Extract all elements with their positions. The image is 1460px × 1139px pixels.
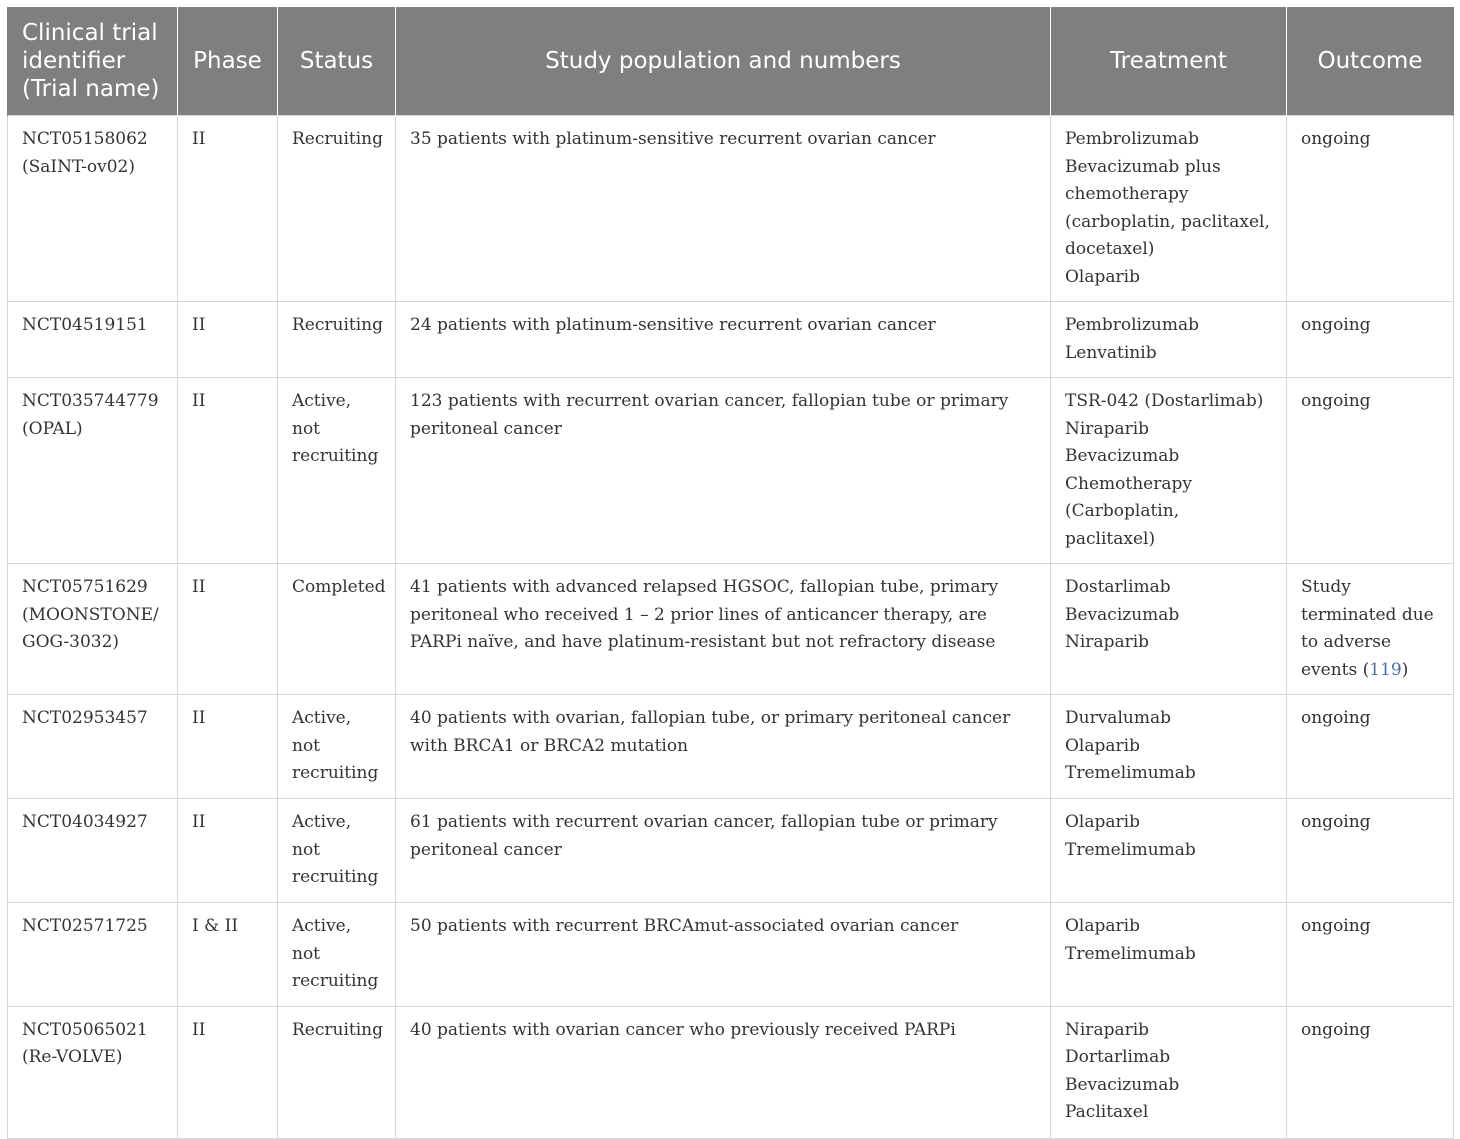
cell-outcome: ongoing: [1287, 378, 1454, 564]
cell-population: 61 patients with recurrent ovarian cancer, fallopian tube or primary peritoneal cancer: [396, 799, 1051, 903]
header-status: Status: [278, 7, 396, 116]
cell-outcome: ongoing: [1287, 1006, 1454, 1138]
cell-status: Recruiting: [278, 1006, 396, 1138]
cell-outcome: ongoing: [1287, 302, 1454, 378]
table-row: [8, 564, 1454, 695]
cell-identifier: NCT02571725: [8, 903, 178, 1007]
outcome-text-end: ): [1401, 659, 1409, 680]
cell-phase: II: [178, 799, 278, 903]
cell-treatment: Pembrolizumab Bevacizumab plus chemotherapy (carboplatin, paclitaxel, docetaxel) Olaparib: [1051, 116, 1287, 302]
header-phase: Phase: [178, 7, 278, 116]
table-row: [8, 695, 1454, 799]
header-outcome: Outcome: [1287, 7, 1454, 116]
cell-identifier: NCT05751629 (MOONSTONE/ GOG-3032): [8, 564, 178, 695]
table-row: [8, 302, 1454, 378]
cell-status: Active, not recruiting: [278, 799, 396, 903]
cell-phase: II: [178, 1006, 278, 1138]
cell-treatment: Pembrolizumab Lenvatinib: [1051, 302, 1287, 378]
cell-identifier: NCT02953457: [8, 695, 178, 799]
cell-population: 40 patients with ovarian cancer who previously received PARPi: [396, 1006, 1051, 1138]
table-row: [8, 903, 1454, 1007]
cell-status: Recruiting: [278, 302, 396, 378]
cell-phase: II: [178, 564, 278, 695]
cell-identifier: NCT035744779 (OPAL): [8, 378, 178, 564]
header-population: Study population and numbers: [396, 7, 1051, 116]
cell-population: 35 patients with platinum-sensitive recurrent ovarian cancer: [396, 116, 1051, 302]
table-row: [8, 116, 1454, 302]
cell-outcome: ongoing: [1287, 695, 1454, 799]
table-row: [8, 1006, 1454, 1138]
cell-population: 50 patients with recurrent BRCAmut-associated ovarian cancer: [396, 903, 1051, 1007]
cell-status: Active, not recruiting: [278, 378, 396, 564]
cell-outcome: ongoing: [1287, 903, 1454, 1007]
cell-outcome: ongoing: [1287, 799, 1454, 903]
cell-treatment: Niraparib Dortarlimab Bevacizumab Paclitaxel: [1051, 1006, 1287, 1138]
cell-population: 41 patients with advanced relapsed HGSOC, fallopian tube, primary peritoneal who received 1 – 2 prior lines of anticancer therapy, are PARPi naïve, and have platinum-resistant but not refractory disease: [396, 564, 1051, 695]
header-treatment: Treatment: [1051, 7, 1287, 116]
cell-population: 123 patients with recurrent ovarian cancer, fallopian tube or primary peritoneal cancer: [396, 378, 1051, 564]
cell-status: Recruiting: [278, 116, 396, 302]
cell-status: Active, not recruiting: [278, 903, 396, 1007]
cell-population: 40 patients with ovarian, fallopian tube, or primary peritoneal cancer with BRCA1 or BRCA2 mutation: [396, 695, 1051, 799]
cell-phase: II: [178, 116, 278, 302]
cell-phase: II: [178, 378, 278, 564]
header-identifier: Clinical trial identifier (Trial name): [8, 7, 178, 116]
cell-population: 24 patients with platinum-sensitive recurrent ovarian cancer: [396, 302, 1051, 378]
cell-identifier: NCT04519151: [8, 302, 178, 378]
cell-phase: II: [178, 695, 278, 799]
cell-treatment: Olaparib Tremelimumab: [1051, 903, 1287, 1007]
cell-phase: II: [178, 302, 278, 378]
table-row: [8, 378, 1454, 564]
reference-link[interactable]: 119: [1369, 659, 1402, 680]
cell-outcome: ongoing: [1287, 116, 1454, 302]
clinical-trials-table: [7, 7, 1454, 1139]
cell-outcome: [1287, 564, 1454, 695]
outcome-text: Study terminated due to adverse events (: [1301, 577, 1434, 680]
cell-identifier: NCT05065021 (Re-VOLVE): [8, 1006, 178, 1138]
cell-status: Completed: [278, 564, 396, 695]
cell-status: Active, not recruiting: [278, 695, 396, 799]
cell-treatment: Olaparib Tremelimumab: [1051, 799, 1287, 903]
cell-identifier: NCT04034927: [8, 799, 178, 903]
cell-treatment: Dostarlimab Bevacizumab Niraparib: [1051, 564, 1287, 695]
cell-phase: I & II: [178, 903, 278, 1007]
cell-treatment: TSR-042 (Dostarlimab) Niraparib Bevacizumab Chemotherapy (Carboplatin, paclitaxel): [1051, 378, 1287, 564]
table-row: [8, 799, 1454, 903]
table-header-row: [8, 7, 1454, 116]
cell-treatment: Durvalumab Olaparib Tremelimumab: [1051, 695, 1287, 799]
cell-identifier: NCT05158062 (SaINT-ov02): [8, 116, 178, 302]
